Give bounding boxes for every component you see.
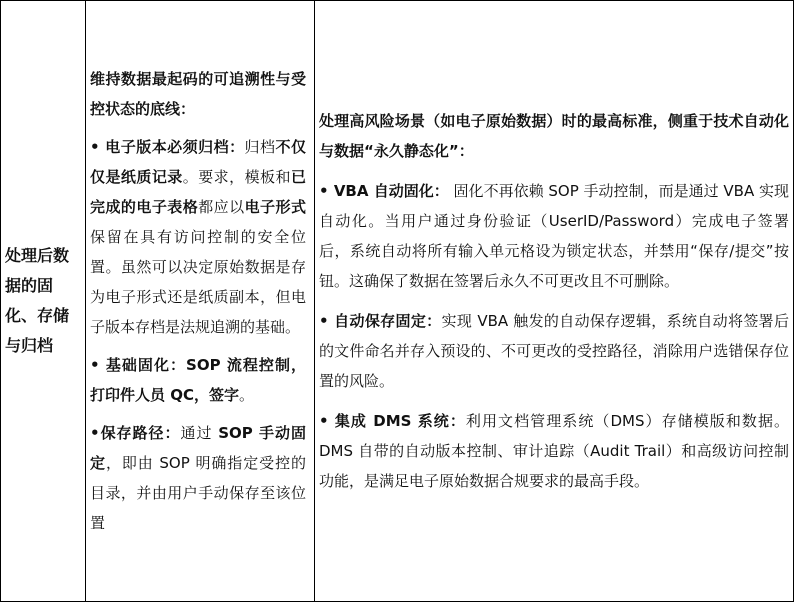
table-row [1,1,794,602]
list-item [319,406,789,496]
row-header-cell [1,1,86,602]
item-text: 实现 VBA 触发的自动保存逻辑，系统自动将签署后的文件命名并存入预设的、不可更改的受控路径，消除用户选错保存位置的风险。 [319,312,789,390]
item-text: 固化不再依赖 SOP 手动控制，而是通过 VBA 实现自动化。当用户通过身份验证（UserID/Password）完成电子签署后，系统自动将所有输入单元格设为锁定状态，并禁用“保存/提交”按钮。这确保了数据在签署后永久不可更改且不可删除。 [319,182,790,290]
item-title: • 基础固化：SOP 流程控制，打印件人员 QC，签字 [90,356,306,404]
item-text: 。 [238,386,254,404]
item-title: •保存路径： [90,424,181,442]
item-text: 通过 [180,424,219,442]
item-emphasis: 已完成的电子表格 [90,168,306,216]
list-item [90,350,306,410]
item-title: • 集成 DMS 系统： [319,412,466,430]
item-text: 保留在具有访问控制的安全位置。虽然可以决定原始数据是存为电子形式还是纸质副本，但电子版本存档是法规追溯的基础。 [90,228,306,336]
advanced-intro: 处理高风险场景（如电子原始数据）时的最高标准，侧重于技术自动化与数据“永久静态化”： [319,112,789,160]
list-item [319,306,789,396]
item-text: 。要求，模板和 [182,168,291,186]
item-emphasis: 不仅仅是纸质记录 [90,138,306,186]
item-title: • VBA 自动固化： [319,182,449,200]
baseline-cell [86,1,315,602]
item-text: 都应以 [198,198,245,216]
list-item [90,418,306,538]
item-text: ，即由 SOP 明确指定受控的目录，并由用户手动保存至该位置 [90,454,306,532]
list-item [319,176,789,296]
item-emphasis: 电子形式 [244,198,306,216]
item-text: 归档 [244,138,276,156]
advanced-cell [315,1,794,602]
item-title: • 电子版本必须归档： [90,138,245,156]
item-title: • 自动保存固定： [319,312,442,330]
baseline-intro: 维持数据最起码的可追溯性与受控状态的底线： [90,70,306,118]
list-item [90,132,306,342]
row-header: 处理后数据的固化、存储与归档 [5,246,70,355]
item-emphasis: SOP 手动固定 [90,424,306,472]
item-text: 利用文档管理系统（DMS）存储模版和数据。DMS 自带的自动版本控制、审计追踪（Audit Trail）和高级访问控制功能，是满足电子原始数据合规要求的最高手段。 [319,412,790,490]
